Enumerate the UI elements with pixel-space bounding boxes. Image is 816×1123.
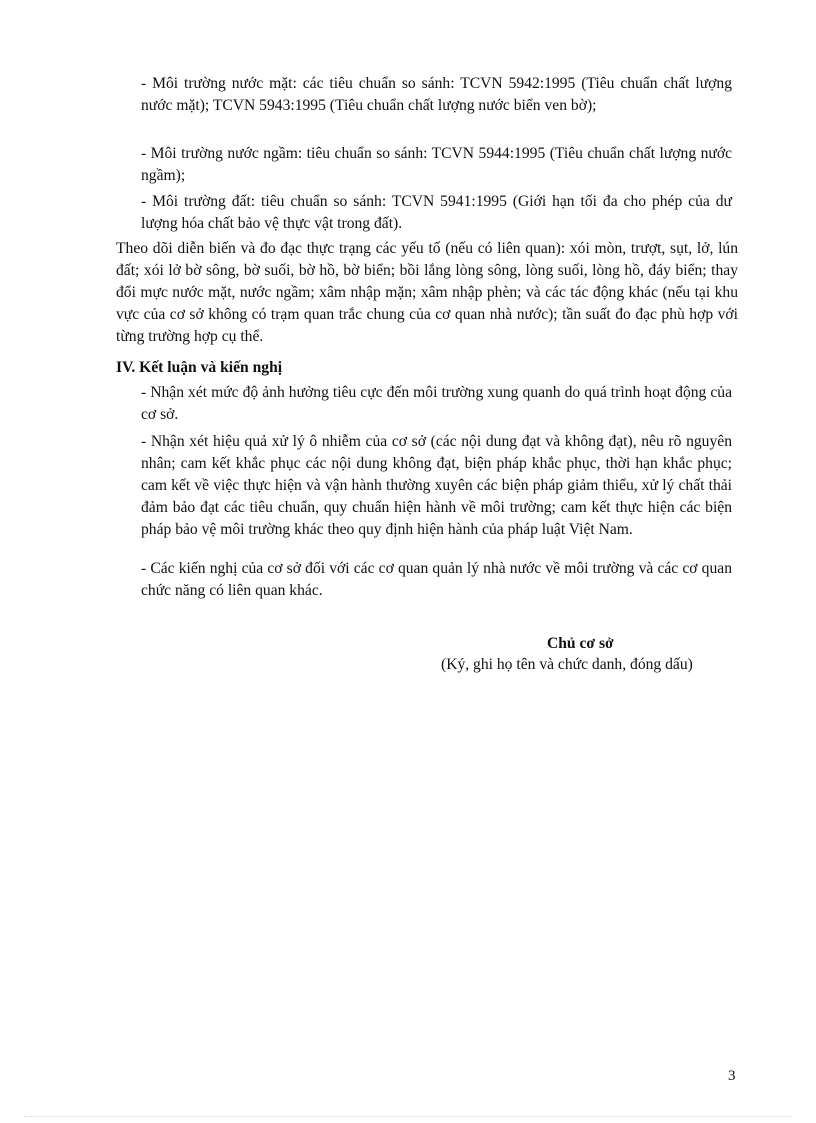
conclusion-item-treatment-efficiency: - Nhận xét hiệu quả xử lý ô nhiễm của cơ sở (các nội dung đạt và không đạt), nêu rõ nguyên nhân; cam kết khắc phục các nội dung không đạt, biện pháp khắc phục, thời hạn khắc phục; cam kết về việc thực hiện và vận hành thường xuyên các biện pháp giảm thiểu, xử lý chất thải đảm bảo đạt các tiêu chuẩn, quy chuẩn hiện hành về môi trường; cam kết thực hiện các biện pháp bảo vệ môi trường khác theo quy định hiện hành của pháp luật Việt Nam. [141, 433, 732, 538]
page-bottom-divider [24, 1116, 792, 1117]
groundwater-standard-paragraph: - Môi trường nước ngầm: tiêu chuẩn so sánh: TCVN 5944:1995 (Tiêu chuẩn chất lượng nước ngầm); [141, 145, 732, 184]
page-number: 3 [728, 1068, 736, 1084]
soil-standard-paragraph: - Môi trường đất: tiêu chuẩn so sánh: TCVN 5941:1995 (Giới hạn tối đa cho phép của dư lượng hóa chất bảo vệ thực vật trong đất). [141, 193, 732, 232]
surface-water-standard-paragraph: - Môi trường nước mặt: các tiêu chuẩn so sánh: TCVN 5942:1995 (Tiêu chuẩn chất lượng nước mặt); TCVN 5943:1995 (Tiêu chuẩn chất lượng nước biển ven bờ); [141, 75, 732, 114]
monitoring-factors-paragraph: Theo dõi diễn biến và đo đạc thực trạng các yếu tố (nếu có liên quan): xói mòn, trượt, sụt, lở, lún đất; xói lở bờ sông, bờ suối, bờ hồ, bờ biển; bồi lắng lòng sông, lòng suối, lòng hồ, đáy biển; thay đổi mực nước mặt, nước ngầm; xâm nhập mặn; xâm nhập phèn; và các tác động khác (nếu tại khu vực của cơ sở không có trạm quan trắc chung của cơ quan nhà nước); tần suất đo đạc phù hợp với từng trường hợp cụ thể. [116, 240, 738, 345]
signature-note: (Ký, ghi họ tên và chức danh, đóng dấu) [441, 656, 693, 673]
signature-title: Chủ cơ sở [547, 635, 614, 652]
conclusion-section-heading: IV. Kết luận và kiến nghị [116, 359, 283, 376]
conclusion-item-impact: - Nhận xét mức độ ảnh hưởng tiêu cực đến môi trường xung quanh do quá trình hoạt động của cơ sở. [141, 384, 732, 423]
conclusion-item-recommendations: - Các kiến nghị của cơ sở đối với các cơ quan quản lý nhà nước về môi trường và các cơ quan chức năng có liên quan khác. [141, 560, 732, 599]
